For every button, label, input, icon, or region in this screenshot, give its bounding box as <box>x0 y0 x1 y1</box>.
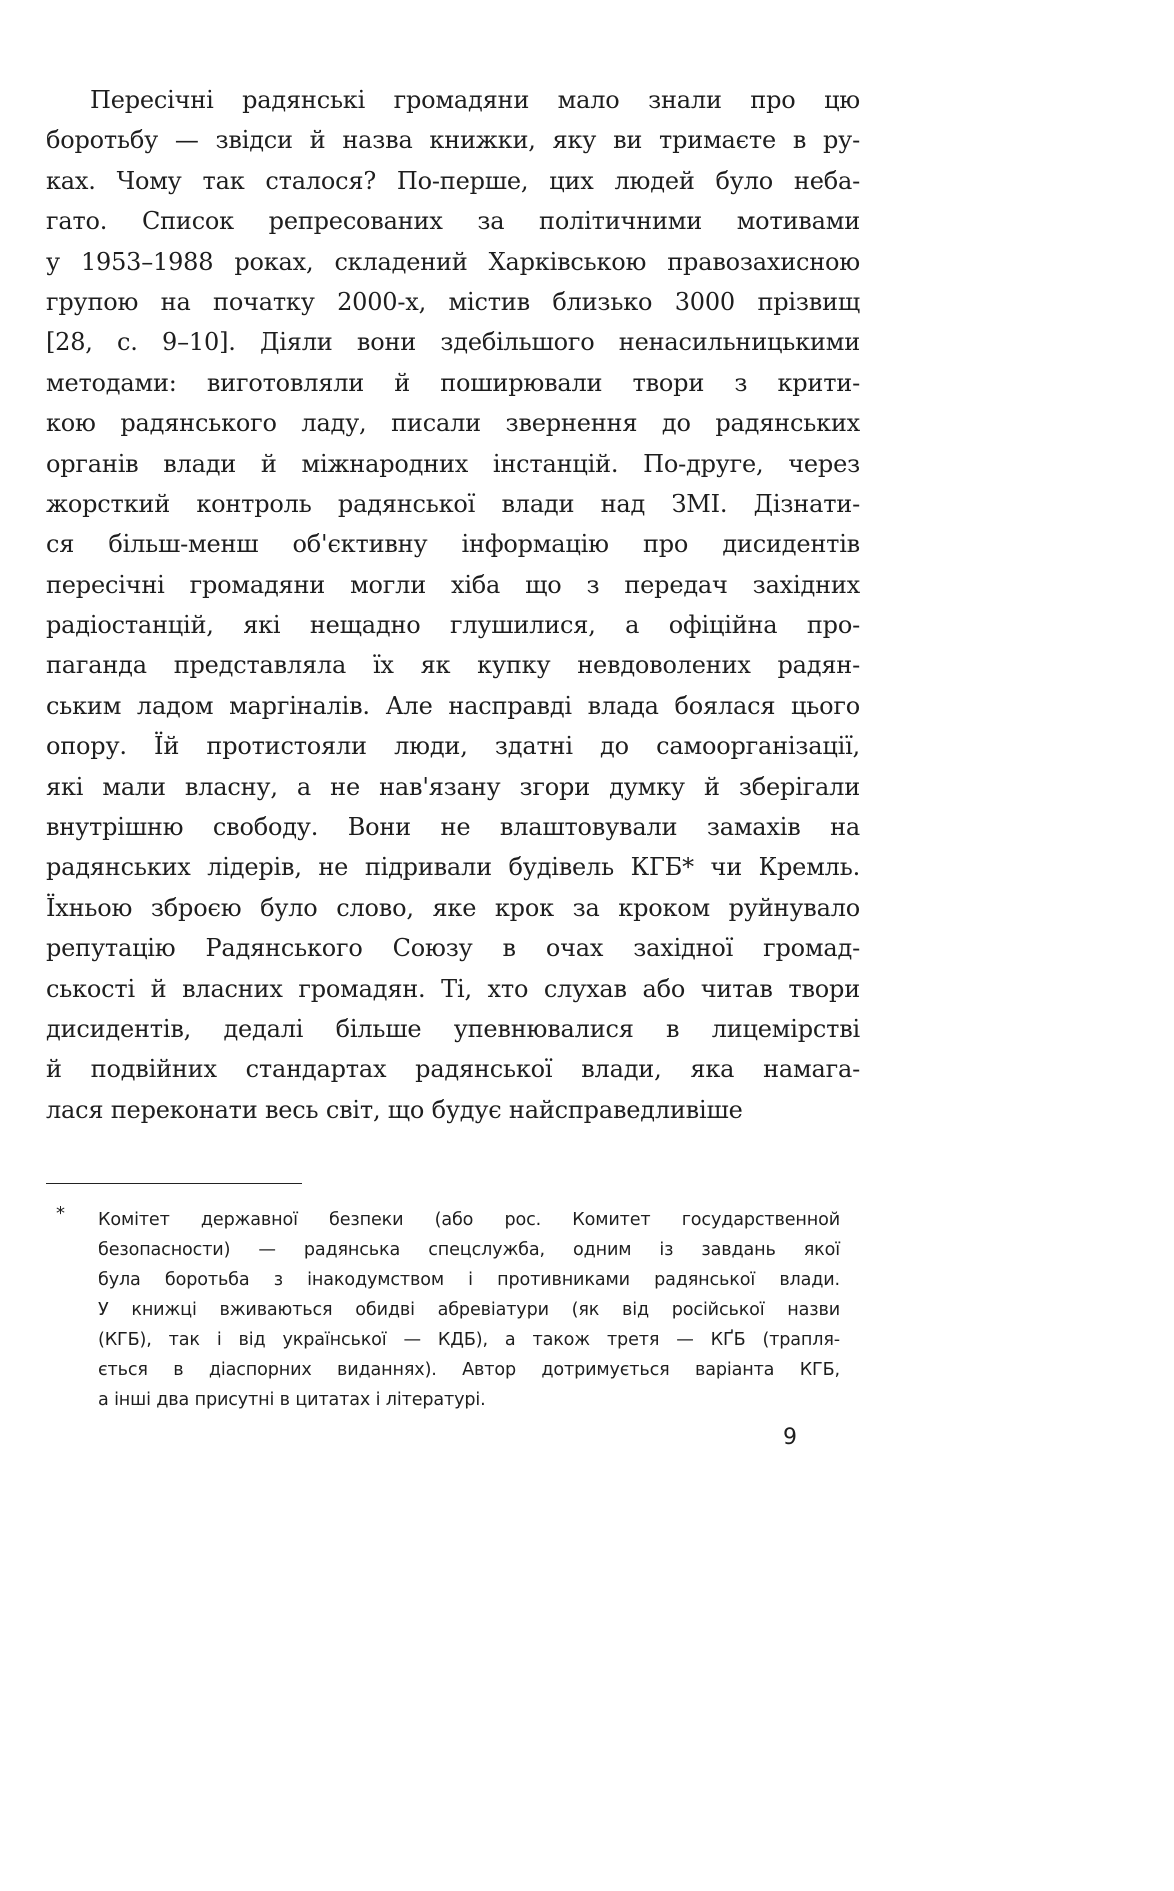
text-line: пересічні громадяни могли хіба що з передач західних <box>46 570 860 599</box>
text-line: [28, с. 9–10]. Діяли вони здебільшого ненасильницькими <box>46 328 860 357</box>
text-line: жорсткий контроль радянської влади над ЗМІ. Дізнати- <box>46 489 860 518</box>
text-line: методами: виготовляли й поширювали твори з крити- <box>46 368 860 397</box>
footnote <box>98 1205 840 1415</box>
text-line: паганда представляла їх як купку невдоволених радян- <box>46 651 860 680</box>
footnote-line: була боротьба з інакодумством і противниками радянської влади. <box>98 1270 840 1290</box>
text-line: ках. Чому так сталося? По-перше, цих людей було неба- <box>46 166 860 195</box>
text-line: ськості й власних громадян. Ті, хто слухав або читав твори <box>46 974 860 1003</box>
footnote-marker: * <box>56 1203 65 1224</box>
body-text <box>46 80 860 1130</box>
text-line: гато. Список репресованих за політичними мотивами <box>46 207 860 236</box>
page-number: 9 <box>783 1425 797 1450</box>
footnote-line: ється в діаспорних виданнях). Автор дотримується варіанта КГБ, <box>98 1360 840 1380</box>
text-line: Їхньою зброєю було слово, яке крок за кроком руйнувало <box>46 893 860 922</box>
text-line: кою радянського ладу, писали звернення до радянських <box>46 409 860 438</box>
footnote-line: а інші два присутні в цитатах і літературі. <box>98 1390 486 1410</box>
text-line: ся більш-менш об'єктивну інформацію про дисидентів <box>46 530 860 559</box>
footnote-line: (КГБ), так і від української — КДБ), а також третя — КҐБ (трапля- <box>98 1330 840 1350</box>
text-line: у 1953–1988 роках, складений Харківською правозахисною <box>46 247 860 276</box>
footnote-rule <box>46 1183 302 1184</box>
text-line: боротьбу — звідси й назва книжки, яку ви тримаєте в ру- <box>46 126 860 155</box>
footnote-line: У книжці вживаються обидві абревіатури (як від російської назви <box>98 1300 840 1320</box>
text-line: органів влади й міжнародних інстанцій. По-друге, через <box>46 449 860 478</box>
footnote-line: безопасности) — радянська спецслужба, одним із завдань якої <box>98 1240 840 1260</box>
text-line: радіостанцій, які нещадно глушилися, а офіційна про- <box>46 611 860 640</box>
text-line: які мали власну, а не нав'язану згори думку й зберігали <box>46 772 860 801</box>
text-line: групою на початку 2000-х, містив близько 3000 прізвищ <box>46 287 860 316</box>
text-line: внутрішню свободу. Вони не влаштовували замахів на <box>46 813 860 842</box>
text-line: лася переконати весь світ, що будує найсправедливіше <box>46 1095 743 1124</box>
text-line: радянських лідерів, не підривали будівель КГБ* чи Кремль. <box>46 853 860 882</box>
text-line: Пересічні радянські громадяни мало знали про цю <box>90 86 860 114</box>
text-line: репутацію Радянського Союзу в очах західної громад- <box>46 934 860 963</box>
text-line: опору. Їй протистояли люди, здатні до самоорганізації, <box>46 732 860 761</box>
text-line: й подвійних стандартах радянської влади, яка намага- <box>46 1055 860 1084</box>
text-line: ським ладом маргіналів. Але насправді влада боялася цього <box>46 691 860 720</box>
footnote-line: Комітет державної безпеки (або рос. Комитет государственной <box>98 1210 840 1230</box>
text-line: дисидентів, дедалі більше упевнювалися в лицемірстві <box>46 1014 860 1043</box>
